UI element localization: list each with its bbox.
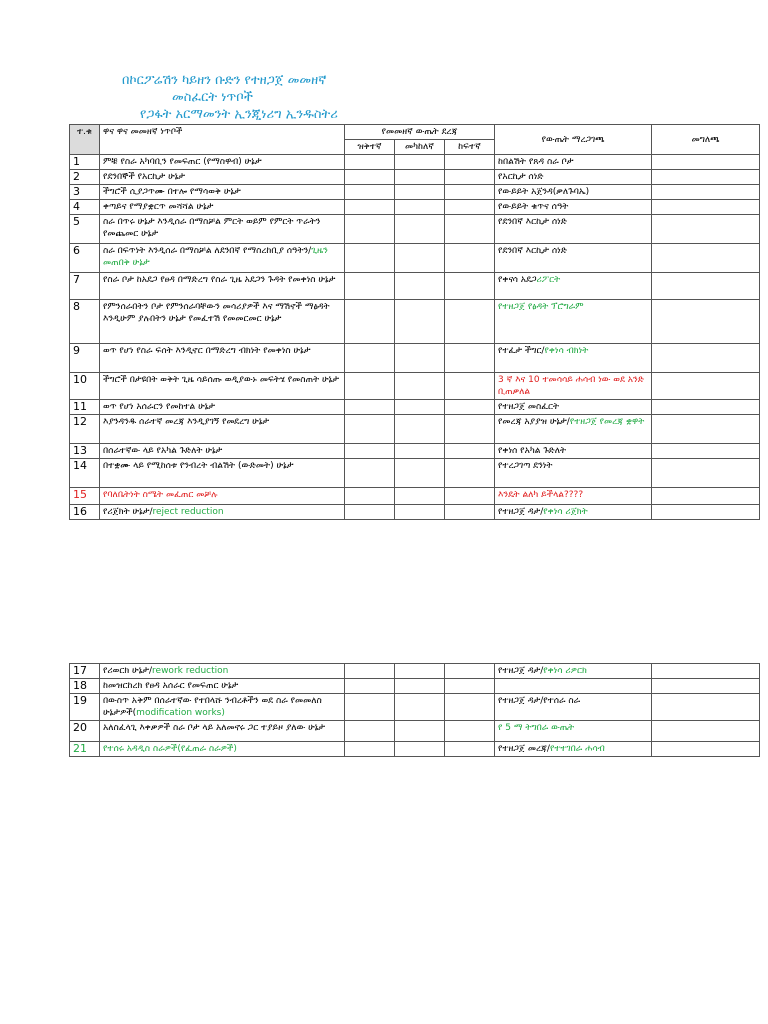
remark-cell xyxy=(652,373,760,400)
remark-cell xyxy=(652,244,760,273)
table-row xyxy=(70,155,760,170)
evidence-highlight: የተዘጋጀ የመረጃ ቋዋት xyxy=(569,417,645,427)
table-row xyxy=(70,373,760,400)
score-cell-high xyxy=(445,185,495,200)
score-cell-low xyxy=(345,721,395,742)
score-cell-low xyxy=(345,244,395,273)
score-cell-high xyxy=(445,664,495,679)
score-cell-high xyxy=(445,300,495,344)
remark-cell xyxy=(652,721,760,742)
remark-cell xyxy=(652,664,760,679)
score-cell-low xyxy=(345,273,395,300)
row-number: 14 xyxy=(70,459,100,488)
criteria-cell xyxy=(100,488,345,505)
table-row xyxy=(70,200,760,215)
score-cell-low xyxy=(345,373,395,400)
evidence-text: የተዘጋጀ ዳታ/ xyxy=(498,507,544,517)
evidence-cell xyxy=(495,721,652,742)
table-row xyxy=(70,459,760,488)
evidence-text: የተዘጋጀ ዳታ/የተሰራ ስራ xyxy=(498,696,581,706)
row-number: 1 xyxy=(70,155,100,170)
evidence-cell xyxy=(495,694,652,721)
score-cell-mid xyxy=(395,215,445,244)
criteria-text: ስራ በፍጥነት እንዲሰራ በማስቻል ለደንበኛ የማስረከቢያ ሰዓትን/ xyxy=(103,246,312,256)
evidence-cell xyxy=(495,742,652,757)
score-cell-high xyxy=(445,170,495,185)
table-row xyxy=(70,694,760,721)
evidence-cell xyxy=(495,244,652,273)
row-number: 13 xyxy=(70,444,100,459)
criteria-cell xyxy=(100,373,345,400)
score-cell-low xyxy=(345,459,395,488)
evidence-text: የተዘጋጀ መስፈርት xyxy=(498,402,560,412)
evidence-text: የውይይት አጀንዳ(ቃለጉባኤ) xyxy=(498,187,590,197)
remark-cell xyxy=(652,400,760,415)
table-row xyxy=(70,505,760,520)
score-cell-mid xyxy=(395,679,445,694)
criteria-text: ስራ በጥሩ ሁኔታ እንዲሰራ በማስቻል ምርት ወይም የምርት ጥራትን የመጨመር ሁኔታ xyxy=(103,217,321,239)
score-cell-low xyxy=(345,488,395,505)
score-cell-mid xyxy=(395,273,445,300)
score-cell-mid xyxy=(395,344,445,373)
evidence-text: የተዘጋጀ መረጃ/ xyxy=(498,744,550,754)
row-number: 16 xyxy=(70,505,100,520)
evidence-highlight: 3 ኛ እና 10 ተመሳሳይ ሐሳብ ነው ወደ አንድ ቢጠቃለል xyxy=(498,375,644,397)
table-row xyxy=(70,488,760,505)
score-cell-high xyxy=(445,373,495,400)
criteria-cell xyxy=(100,170,345,185)
evidence-cell xyxy=(495,415,652,444)
criteria-text: የደንበኞች የአርኪታ ሁኔታ xyxy=(103,172,186,182)
score-cell-mid xyxy=(395,400,445,415)
remark-cell xyxy=(652,273,760,300)
evidence-cell xyxy=(495,215,652,244)
row-number: 19 xyxy=(70,694,100,721)
row-number: 2 xyxy=(70,170,100,185)
row-number: 3 xyxy=(70,185,100,200)
title-line-2: መስፈርት ነጥቦች xyxy=(172,90,253,105)
criteria-highlight: የባለቤትነት ስሜት መፈጠር መቻሉ xyxy=(103,490,218,500)
criteria-cell xyxy=(100,185,345,200)
row-number: 18 xyxy=(70,679,100,694)
score-cell-mid xyxy=(395,742,445,757)
row-number: 5 xyxy=(70,215,100,244)
score-cell-high xyxy=(445,459,495,488)
score-cell-high xyxy=(445,415,495,444)
criteria-text: ቀጣይና የማያቋርጥ መሻሻል ሁኔታ xyxy=(103,202,214,212)
evidence-cell xyxy=(495,400,652,415)
criteria-cell xyxy=(100,273,345,300)
score-cell-low xyxy=(345,694,395,721)
evidence-highlight: እንዴት ልለካ ይችላል???? xyxy=(498,490,584,500)
table-row xyxy=(70,300,760,344)
criteria-cell xyxy=(100,742,345,757)
evidence-highlight: የተዘጋጀ የፅዳት ፕሮግራም xyxy=(498,302,584,312)
table-body xyxy=(70,155,760,520)
score-cell-mid xyxy=(395,505,445,520)
criteria-cell xyxy=(100,444,345,459)
criteria-cell xyxy=(100,459,345,488)
score-cell-high xyxy=(445,694,495,721)
criteria-cell xyxy=(100,505,345,520)
criteria-cell xyxy=(100,400,345,415)
row-number: 4 xyxy=(70,200,100,215)
score-cell-high xyxy=(445,444,495,459)
evidence-text: የቀናሳ አደጋ xyxy=(498,275,537,285)
score-cell-low xyxy=(345,155,395,170)
criteria-highlight: modification works) xyxy=(136,708,225,718)
remark-cell xyxy=(652,459,760,488)
remark-cell xyxy=(652,170,760,185)
criteria-text: የምንሰራበትን ቦታ የምንሰራባቸውን መሳሪያዎች እና ማሽኖች ማፅዳት እንዲሁም ያሉበትን ሁኔታ የመፈተሽ የመመርመር ሁኔታ xyxy=(103,302,330,324)
remark-cell xyxy=(652,215,760,244)
evidence-text: የውይይት ቁጥና ሰዓት xyxy=(498,202,569,212)
evidence-cell xyxy=(495,170,652,185)
row-number: 12 xyxy=(70,415,100,444)
row-number: 20 xyxy=(70,721,100,742)
title-line-3: የጋፋት አርማመንት ኢንጂነሪግ ኢንዱስትሪ xyxy=(140,107,338,122)
criteria-cell xyxy=(100,694,345,721)
evidence-cell xyxy=(495,459,652,488)
score-cell-mid xyxy=(395,300,445,344)
header-no: ተ.ቁ xyxy=(70,125,100,155)
score-cell-low xyxy=(345,742,395,757)
score-cell-high xyxy=(445,742,495,757)
criteria-text: ችግሮች በታዩበት ወቅት ጊዜ ሳይሰጡ ወዲያውኑ መፍትሄ የመስጠት ሁኔታ xyxy=(103,375,339,385)
evidence-cell xyxy=(495,185,652,200)
table-row xyxy=(70,664,760,679)
score-cell-low xyxy=(345,300,395,344)
criteria-cell xyxy=(100,415,345,444)
table-row xyxy=(70,344,760,373)
score-cell-mid xyxy=(395,694,445,721)
score-cell-low xyxy=(345,215,395,244)
remark-cell xyxy=(652,742,760,757)
row-number: 6 xyxy=(70,244,100,273)
remark-cell xyxy=(652,415,760,444)
score-cell-mid xyxy=(395,721,445,742)
evidence-cell xyxy=(495,505,652,520)
score-cell-low xyxy=(345,664,395,679)
title-line-1: በኮርፖሬሽን ካይዘን ቡድን የተዘጋጀ መመዘኛ xyxy=(122,73,327,88)
evidence-text: የተፈታ ችግር/ xyxy=(498,346,545,356)
score-cell-high xyxy=(445,505,495,520)
table-row xyxy=(70,415,760,444)
row-number: 21 xyxy=(70,742,100,757)
criteria-text: ከመዝርከረክ የፀዳ አሰራር የመፍጠር ሁኔታ xyxy=(103,681,239,691)
score-cell-low xyxy=(345,415,395,444)
score-cell-high xyxy=(445,273,495,300)
score-cell-high xyxy=(445,679,495,694)
evidence-text: የአርኪታ ሰነድ xyxy=(498,172,544,182)
remark-cell xyxy=(652,344,760,373)
evidence-cell xyxy=(495,664,652,679)
row-number: 10 xyxy=(70,373,100,400)
score-cell-low xyxy=(345,400,395,415)
score-cell-mid xyxy=(395,415,445,444)
score-cell-high xyxy=(445,721,495,742)
criteria-table xyxy=(69,124,760,520)
header-high: ከፍተኛ xyxy=(445,140,495,155)
evidence-cell xyxy=(495,488,652,505)
score-cell-mid xyxy=(395,488,445,505)
score-cell-mid xyxy=(395,664,445,679)
remark-cell xyxy=(652,505,760,520)
criteria-text: ችግሮች ሲያጋጥሙ በተሎ የማሳወቅ ሁኔታ xyxy=(103,187,241,197)
header-remark: መግለጫ xyxy=(652,125,760,155)
evidence-highlight: ሪፖርት xyxy=(536,275,561,285)
score-cell-high xyxy=(445,244,495,273)
criteria-cell xyxy=(100,721,345,742)
header-evidence: የውጤት ማረጋገጫ xyxy=(495,125,652,155)
criteria-highlight: የተሰሩ አዳዲስ ስራዎች(የፈጠራ ስራዎች) xyxy=(103,744,237,754)
evidence-text: የቀነሰ የአካል ጉድለት xyxy=(498,446,567,456)
score-cell-mid xyxy=(395,373,445,400)
criteria-highlight: reject reduction xyxy=(152,507,224,517)
criteria-highlight: rework reduction xyxy=(152,666,229,676)
remark-cell xyxy=(652,185,760,200)
score-cell-high xyxy=(445,200,495,215)
score-cell-low xyxy=(345,679,395,694)
evidence-highlight: የተተገበራ ሐሳብ xyxy=(549,744,605,754)
remark-cell xyxy=(652,694,760,721)
score-cell-low xyxy=(345,185,395,200)
row-number: 11 xyxy=(70,400,100,415)
evidence-highlight: የ 5 ማ ትግበራ ውጤት xyxy=(498,723,575,733)
score-cell-mid xyxy=(395,244,445,273)
evidence-text: የደንበኛ እርኪታ ሰነድ xyxy=(498,246,567,256)
evidence-cell xyxy=(495,200,652,215)
table-row xyxy=(70,400,760,415)
remark-cell xyxy=(652,200,760,215)
table-row xyxy=(70,244,760,273)
evidence-highlight: የቀነሳ ሪዎርክ xyxy=(543,666,587,676)
criteria-cell xyxy=(100,300,345,344)
score-cell-high xyxy=(445,215,495,244)
table-body-continued xyxy=(70,664,760,757)
row-number: 7 xyxy=(70,273,100,300)
criteria-cell xyxy=(100,155,345,170)
row-number: 8 xyxy=(70,300,100,344)
evidence-highlight: የቀነሳ ሪጀክት xyxy=(543,507,588,517)
table-row xyxy=(70,170,760,185)
row-number: 15 xyxy=(70,488,100,505)
score-cell-high xyxy=(445,488,495,505)
evidence-cell xyxy=(495,273,652,300)
score-cell-high xyxy=(445,344,495,373)
table-row xyxy=(70,679,760,694)
criteria-text: የስራ ቦታ ከአደጋ የፀዳ በማድረግ የስራ ጊዜ አደጋን ጉዳት የመቀነስ ሁኔታ xyxy=(103,275,336,285)
score-cell-low xyxy=(345,505,395,520)
evidence-text: የመረጃ አያያዝ ሁኔታ/ xyxy=(498,417,570,427)
criteria-text: እያንዳንዱ ሰራተኛ መረጃ እንዲያገኝ የመደረግ ሁኔታ xyxy=(103,417,270,427)
criteria-cell xyxy=(100,679,345,694)
remark-cell xyxy=(652,155,760,170)
table-row xyxy=(70,444,760,459)
evidence-cell xyxy=(495,679,652,694)
criteria-text: ወጥ የሆነ የስራ ፍሰት እንዲኖር በማድረግ ብክነት የመቀነስ ሁኔታ xyxy=(103,346,311,356)
score-cell-high xyxy=(445,400,495,415)
remark-cell xyxy=(652,679,760,694)
evidence-cell xyxy=(495,444,652,459)
row-number: 9 xyxy=(70,344,100,373)
remark-cell xyxy=(652,300,760,344)
remark-cell xyxy=(652,444,760,459)
criteria-text: በተቋሙ ላይ የሚከሰቱ የንብረት ብልሽት (ውድመት) ሁኔታ xyxy=(103,461,294,471)
criteria-cell xyxy=(100,664,345,679)
score-cell-high xyxy=(445,155,495,170)
criteria-table-continued xyxy=(69,663,760,757)
score-cell-mid xyxy=(395,459,445,488)
criteria-highlight: ጊዜን መጠበቅ ሁኔታ xyxy=(103,246,328,268)
row-number: 17 xyxy=(70,664,100,679)
criteria-cell xyxy=(100,200,345,215)
criteria-text: አለስፈላጊ እቀቃዎች ስራ ቦታ ላይ አለመኖሩ ጋር ተያይዞ ያለው ሁኔታ xyxy=(103,723,326,733)
score-cell-mid xyxy=(395,155,445,170)
score-cell-low xyxy=(345,200,395,215)
table-row xyxy=(70,215,760,244)
score-cell-low xyxy=(345,344,395,373)
score-cell-low xyxy=(345,170,395,185)
evidence-text: የተዘጋጀ ዳታ/ xyxy=(498,666,544,676)
criteria-cell xyxy=(100,215,345,244)
header-mid: መካከለኛ xyxy=(395,140,445,155)
score-cell-mid xyxy=(395,170,445,185)
score-cell-mid xyxy=(395,200,445,215)
criteria-text: የሪወርክ ሁኔታ/ xyxy=(103,666,153,676)
table-row xyxy=(70,273,760,300)
criteria-text: ወጥ የሆነ አሰራርን የመከተል ሁኔታ xyxy=(103,402,216,412)
header-low: ዝቅተኛ xyxy=(345,140,395,155)
score-cell-mid xyxy=(395,444,445,459)
criteria-text: በሰራተኛው ላይ የአካል ጉድለት ሁኔታ xyxy=(103,446,223,456)
score-cell-mid xyxy=(395,185,445,200)
criteria-text: የሪጀክት ሁኔታ/ xyxy=(103,507,153,517)
evidence-cell xyxy=(495,344,652,373)
evidence-cell xyxy=(495,373,652,400)
table-row xyxy=(70,185,760,200)
header-criteria: ዋና ዋና መመዘኛ ነጥቦች xyxy=(100,125,345,155)
evidence-highlight: የቀነሳ ብክነት xyxy=(544,346,589,356)
table-row xyxy=(70,721,760,742)
evidence-text: የደንበኛ እርኪታ ሰነድ xyxy=(498,217,567,227)
evidence-cell xyxy=(495,155,652,170)
criteria-cell xyxy=(100,244,345,273)
criteria-text: በውስጥ አቅም በሰራተኛው የተበላሹ ንብረቶችን ወደ ስራ የመመለስ ሁኔታዎች( xyxy=(103,696,322,718)
criteria-cell xyxy=(100,344,345,373)
evidence-cell xyxy=(495,300,652,344)
table-row xyxy=(70,742,760,757)
score-cell-low xyxy=(345,444,395,459)
remark-cell xyxy=(652,488,760,505)
evidence-text: ከበልሽት የጸዳ ስራ ቦታ xyxy=(498,157,574,167)
header-level: የመመዘኛ ውጤት ደረጃ xyxy=(345,125,495,140)
evidence-text: የተረጋገጣ ደንነት xyxy=(498,461,553,471)
criteria-text: ምቹ የስራ አካባቢን የመፍጠር (የማስዋብ) ሁኔታ xyxy=(103,157,262,167)
